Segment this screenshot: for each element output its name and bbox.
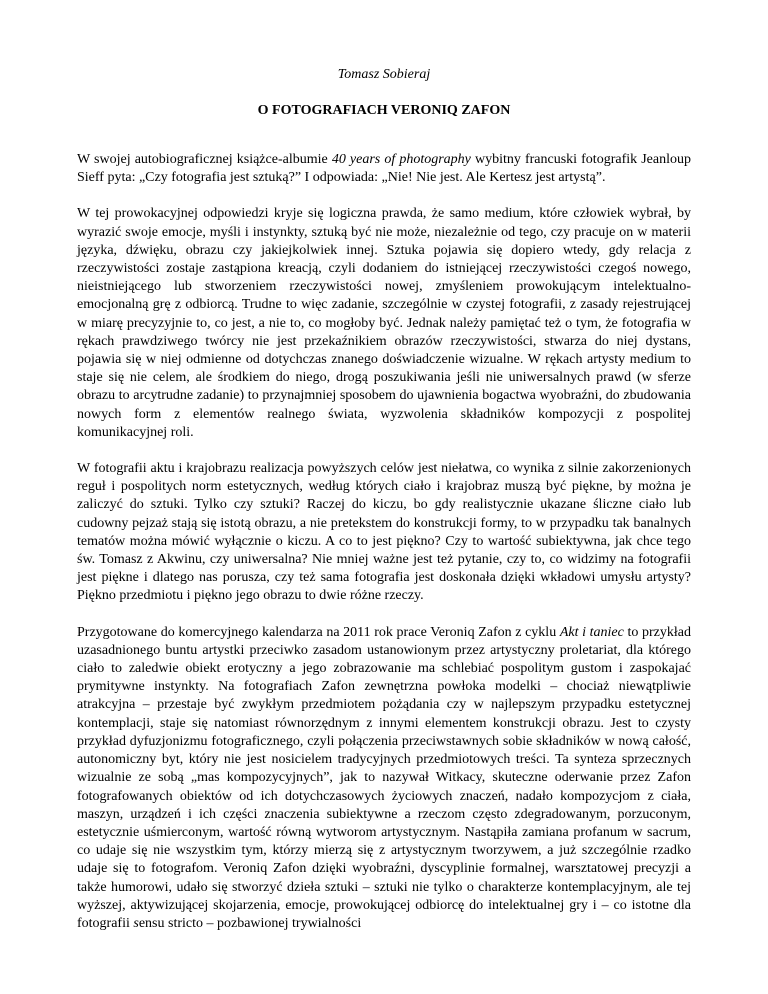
author-name: Tomasz Sobieraj: [337, 67, 431, 82]
cycle-title: Akt i taniec: [559, 624, 624, 640]
document-page: [77, 46, 691, 933]
paragraph-4: [77, 624, 691, 933]
paragraph-1: [77, 151, 691, 187]
paragraph-4-text-c: ensu stricto – pozbawionej trywialności: [138, 915, 362, 931]
paragraph-2: W tej prowokacyjnej odpowiedzi kryje się logiczna prawda, że samo medium, które człowiek wybrał, by wyrazić swoje emocje, myśli i instynkty, sztuką być nie może, niezależnie od tego, czy pracuje on w materii języka, dźwięku, obrazu czy jakiejkolwiek innej. Sztuka pojawia się dopiero wtedy, gdy relacja z rzeczywistości zostaje zastąpiona kreacją, czyli dodaniem do istniejącej rzeczywistości czegoś nowego, nieistniejącego lub stworzeniem rzeczywistości nowej, zmyśleniem prowokującym intelektualno-emocjonalną grę z odbiorcą. Trudne to więc zadanie, szczególnie w czystej fotografii, z zasady rejestrującej w miarę precyzyjnie to, co jest, a nie to, co mogłoby być. Jednak należy pamiętać też o tym, że fotografia w rękach prawdziwego twórcy nie jest przekaźnikiem obrazów rzeczywistości, stwarza do niej dystans, pojawia się w niej odmienne od dotychczas znanego doświadczenie wizualne. W rękach artysty medium to staje się nie celem, ale środkiem do niego, drogą poszukiwania jeśli nie uniwersalnych prawd (w sferze obrazu to arcytrudne zadanie) to przynajmniej sposobem do ujawnienia bogactwa wyobraźni, do zbudowania nowych form z elementów realnego świata, wyzwolenia składników kompozycji z pospolitej komunikacyjnej roli.: [77, 206, 691, 440]
paragraph-4-text-b: to przykład uzasadnionego buntu artystki przeciwko zasadom ustanowionym przez artystyczny proletariat, dla którego ciało to zaledwie obiekt erotyczny a jego zobrazowanie ma schlebiać pospolitym gustom i zaspokajać prymitywne instynkty. Na fotografiach Zafon zewnętrzna powłoka modelki – chociaż niewątpliwie atrakcyjna – przestaje być zwykłym przedmiotem pożądania czy w najlepszym przypadku estetycznej kontemplacji, staje się natomiast równorzędnym z innymi elementem konstrukcji obrazu. Jest to czysty przykład dyfuzjonizmu fotograficznego, czyli połączenia przeciwstawnych sobie składników w nową całość, autonomiczny byt, który nie jest nosicielem tradycyjnych przedmiotowych treści. Ta synteza sprzecznych wizualnie ze sobą „mas kompozycyjnych”, jak to nazywał Witkacy, skuteczne oderwanie przez Zafon fotografowanych obiektów od ich dotychczasowych życiowych znaczeń, nadało kompozycjom z ciała, maszyn, urządzeń i ich części znaczenia subiektywne a rzeczom często zdegradowanym, porzuconym, estetycznie uśmierconym, wartość równą wytworom artystycznym. Nastąpiła zamiana profanum w sacrum, co udaje się nie wszystkim tym, którzy mierzą się z artystycznym tworzywem, a już szczególnie rzadko udaje się to fotografom. Veroniq Zafon dzięki wyobraźni, dyscyplinie formalnej, warsztatowej precyzji a także humorowi, udało się stworzyć dzieła sztuki – sztuki nie tylko o charakterze kontemplacyjnym, ale tej wyższej, aktywizującej skojarzenia, emocje, prowokującej odbiorcę do intelektualnej gry i – co istotne dla fotografii: [77, 624, 691, 931]
paragraph-4-italic-letter: s: [133, 915, 139, 931]
book-title: 40 years of photography: [331, 152, 471, 167]
article-title: O FOTOGRAFIACH VERONIQ ZAFON: [257, 103, 511, 118]
paragraph-4-text-a: Przygotowane do komercyjnego kalendarza na 2011 rok prace Veroniq Zafon z cyklu: [77, 624, 560, 640]
paragraph-3: W fotografii aktu i krajobrazu realizacja powyższych celów jest niełatwa, co wynika z silnie zakorzenionych reguł i pospolitych norm estetycznych, według których ciało i krajobraz muszą być piękne, by można je zaliczyć do sztuki. Tylko czy sztuki? Raczej do kiczu, bo gdy realistycznie ukazane śliczne ciało lub cudowny pejzaż stają się istotą obrazu, a nie pretekstem do konstrukcji formy, to w przypadku tak banalnych tematów można mówić wyłącznie o kiczu. A co to jest piękno? Czy to wartość subiektywna, jak chce tego św. Tomasz z Akwinu, czy uniwersalna? Nie mniej ważne jest też pytanie, czy to, co widzimy na fotografii jest piękne i dlatego nas porusza, czy też sama fotografia jest doskonała dzięki wkładowi umysłu artysty? Piękno przedmiotu i piękno jego obrazu to dwie różne rzeczy.: [77, 461, 691, 604]
paragraph-1-text-a: W swojej autobiograficznej książce-albumie: [77, 152, 332, 167]
paragraph-1-text-b: wybitny francuski fotografik Jeanloup Sieff pyta: „Czy fotografia jest sztuką?” I odpowiada: „Nie! Nie jest. Ale Kertesz jest artystą”.: [77, 152, 691, 186]
